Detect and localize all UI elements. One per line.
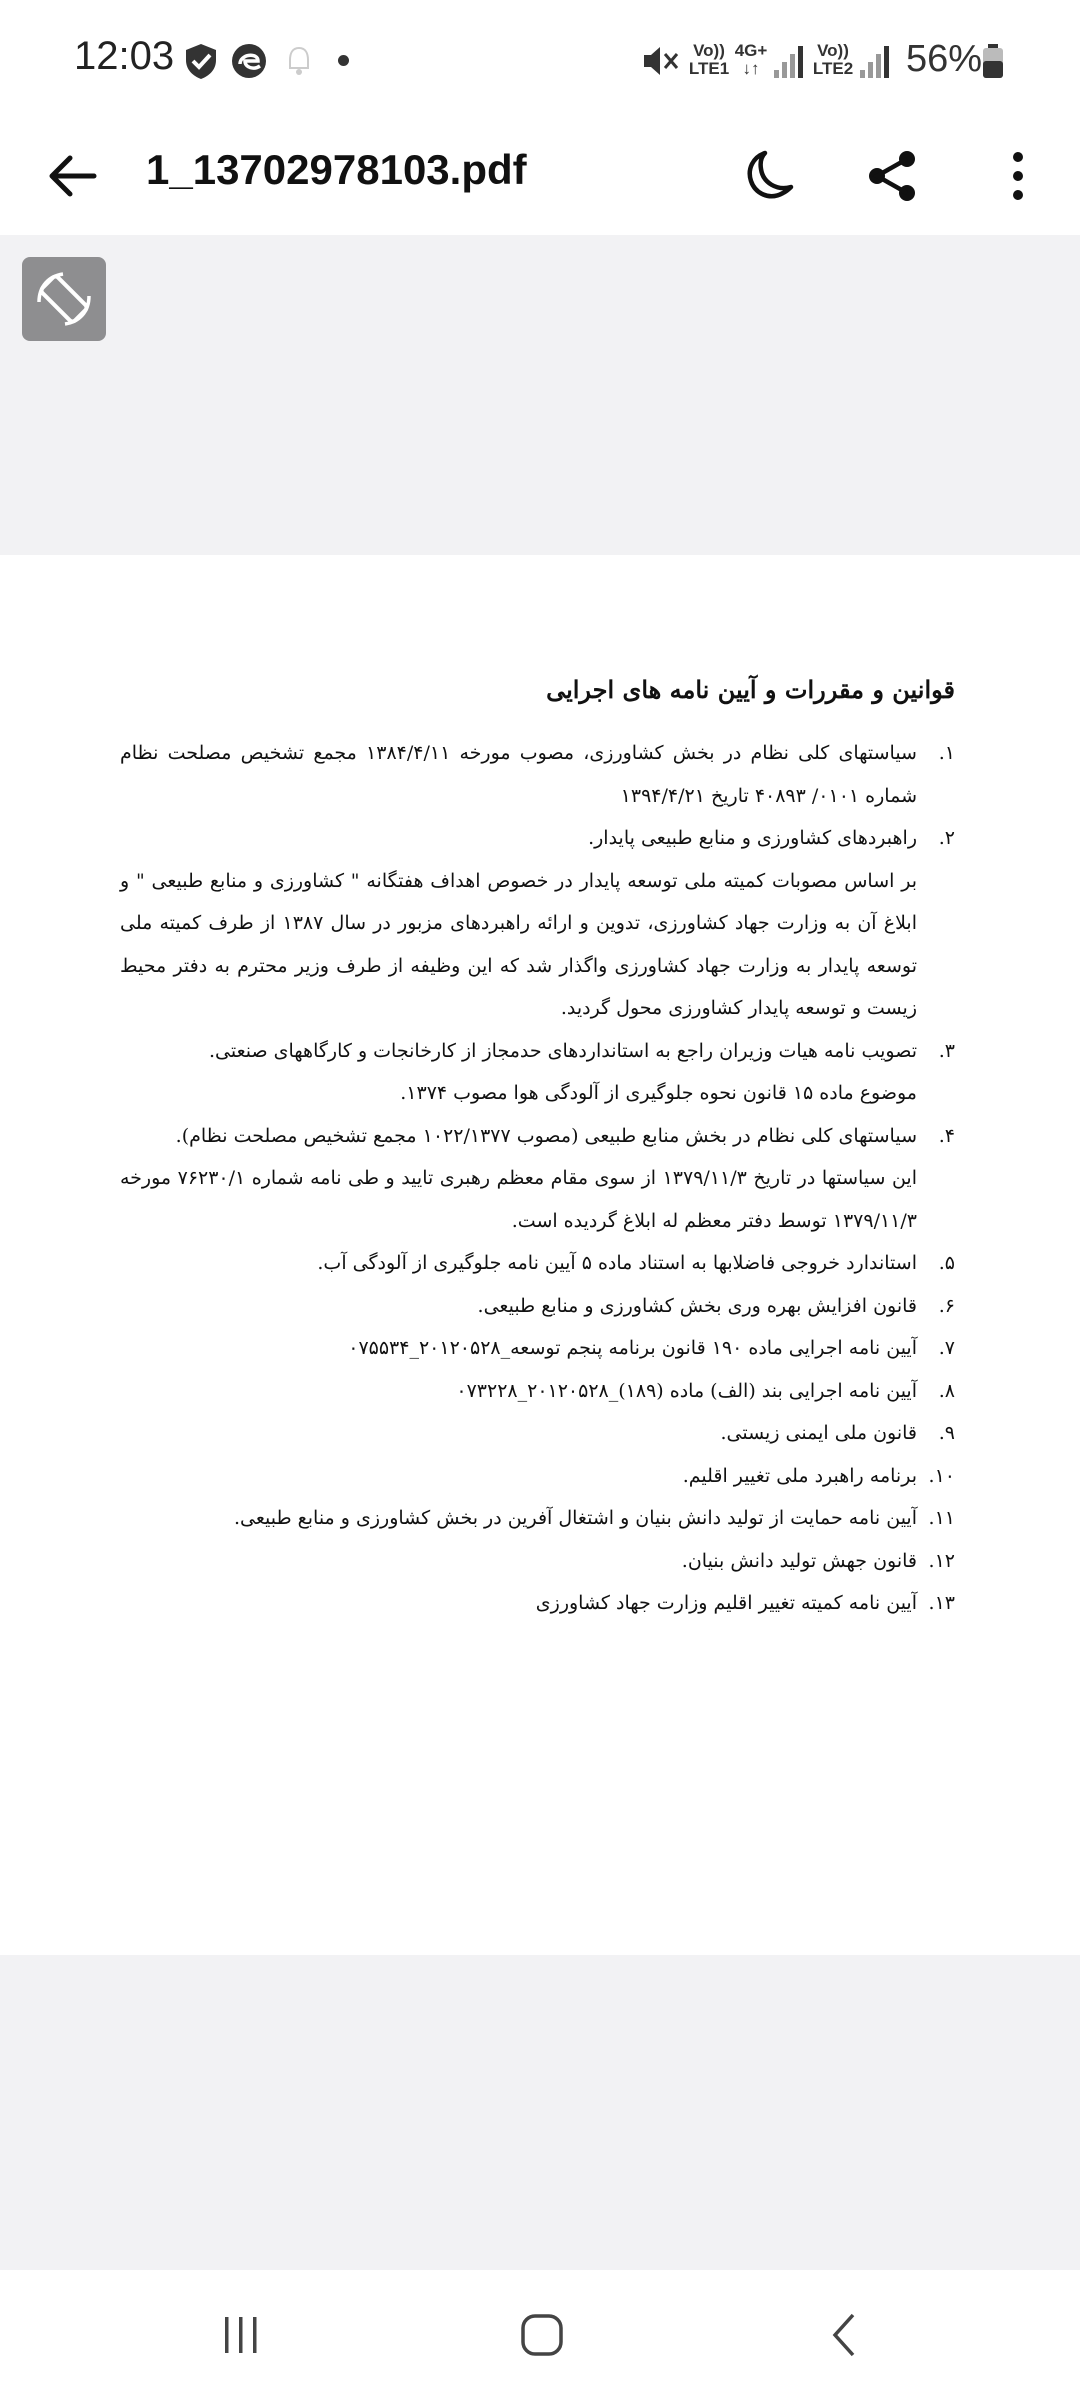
list-item-number	[917, 860, 955, 1030]
list-item-number: ۱۲.	[928, 1549, 955, 1572]
status-time: 12:03	[74, 34, 175, 78]
list-item-number: ۸.	[938, 1379, 955, 1402]
notification-icon	[280, 42, 318, 80]
list-item-text: استاندارد خروجی فاضلابها به استناد ماده ۵ آیین نامه جلوگیری از آلودگی آب.	[317, 1252, 917, 1274]
list-item-text: قانون جهش تولید دانش بنیان.	[681, 1549, 917, 1572]
list-item-number: ۶.	[938, 1294, 955, 1317]
list-item-text: این سیاستها در تاریخ ۱۳۷۹/۱۱/۳ از سوی مقام معظم رهبری تایید و طی نامه شماره ۷۶۲۳۰/۱ مورخه ۱۳۷۹/۱۱/۳ توسط دفتر معظم له ابلاغ گردیده است.	[120, 1167, 917, 1232]
document-list-item	[120, 1455, 955, 1498]
list-item-text: آیین نامه اجرایی ماده ۱۹۰ قانون برنامه پنجم توسعه_۲۰۱۲۰۵۲۸_۰۷۵۵۳۴	[348, 1337, 917, 1359]
document-list-item	[120, 1115, 955, 1158]
document-list-item	[120, 1327, 955, 1370]
back-icon	[823, 2311, 867, 2359]
share-button[interactable]	[846, 130, 938, 222]
document-list-item	[120, 1030, 955, 1073]
screen-rotate-icon	[33, 268, 95, 330]
list-item-text: قانون افزایش بهره وری بخش کشاورزی و منابع طبیعی.	[477, 1294, 917, 1317]
document-list-item	[120, 1582, 955, 1625]
mute-icon	[640, 42, 680, 80]
back-button[interactable]	[26, 130, 118, 222]
status-bar	[0, 0, 1080, 120]
list-item-text: تصویب نامه هیات وزیران راجع به استانداردهای حدمجاز از کارخانجات و کارگاههای صنعتی.	[208, 1039, 917, 1062]
recent-apps-button[interactable]	[186, 2290, 296, 2380]
app-bar	[0, 120, 1080, 235]
rotate-screen-button[interactable]	[22, 257, 106, 341]
edge-browser-icon	[230, 42, 268, 80]
list-item-number: ۲.	[938, 827, 955, 849]
document-list-item	[120, 732, 955, 817]
document-content	[120, 670, 955, 1625]
recent-apps-icon	[219, 2313, 263, 2357]
document-list-item	[120, 1285, 955, 1328]
share-icon	[863, 147, 921, 205]
list-item-number: ۴.	[938, 1124, 955, 1147]
more-notifications-dot	[338, 55, 349, 66]
home-icon	[518, 2311, 566, 2359]
home-button[interactable]	[487, 2290, 597, 2380]
list-item-text: قانون ملی ایمنی زیستی.	[720, 1422, 917, 1444]
night-mode-button[interactable]	[720, 130, 812, 222]
document-list-item	[120, 860, 955, 1030]
list-item-number: ۱۳.	[928, 1592, 955, 1614]
list-item-text: آیین نامه کمیته تغییر اقلیم وزارت جهاد کشاورزی	[535, 1592, 917, 1614]
list-item-text: راهبردهای کشاورزی و منابع طبیعی پایدار.	[588, 827, 917, 849]
signal-icon	[858, 42, 892, 80]
document-list-item	[120, 1412, 955, 1455]
list-item-number: ۱۱.	[928, 1507, 955, 1529]
document-list	[120, 732, 955, 1625]
document-list-item	[120, 817, 955, 860]
list-item-text: موضوع ماده ۱۵ قانون نحوه جلوگیری از آلودگی هوا مصوب ۱۳۷۴.	[400, 1082, 917, 1104]
list-item-number	[917, 1072, 955, 1115]
list-item-number: ۱.	[938, 742, 955, 764]
document-title: 1_13702978103.pdf	[146, 146, 527, 193]
document-list-item	[120, 1157, 955, 1242]
list-item-text: بر اساس مصوبات کمیته ملی توسعه پایدار در خصوص اهداف هفتگانه " کشاورزی و منابع طبیعی " و ابلاغ آن به وزارت جهاد کشاورزی، تدوین و ارائه راهبردهای مزبور در سال ۱۳۸۷ از طرف کمیته ملی توسعه پایدار به وزارت جهاد کشاورزی واگذار شد که این وظیفه از طرف وزیر محترم به دفتر محیط زیست و توسعه پایدار کشاورزی محول گردید.	[120, 869, 917, 1019]
list-item-number: ۱۰.	[928, 1464, 955, 1487]
list-item-text: سیاستهای کلی نظام در بخش کشاورزی، مصوب مورخه ۱۳۸۴/۴/۱۱ مجمع تشخیص مصلحت نظام شماره ۰۱۰۱/ ۴۰۸۹۳ تاریخ ۱۳۹۴/۴/۲۱	[120, 742, 917, 807]
network-type-indicator: 4G+ ↓↑	[734, 41, 768, 78]
list-item-text: آیین نامه حمایت از تولید دانش بنیان و اشتغال آفرین در بخش کشاورزی و منابع طبیعی.	[233, 1507, 917, 1529]
pdf-viewer[interactable]	[0, 235, 1080, 2270]
list-item-text: سیاستهای کلی نظام در بخش منابع طبیعی (مصوب ۱۰۲۲/۱۳۷۷ مجمع تشخیص مصلحت نظام).	[175, 1124, 917, 1147]
list-item-number: ۷.	[938, 1337, 955, 1359]
more-options-button[interactable]	[972, 130, 1064, 222]
sim1-indicator: Vo)) LTE1	[688, 41, 730, 78]
more-options-icon	[1008, 147, 1028, 205]
battery-percentage: 56%	[906, 38, 983, 80]
back-arrow-icon	[44, 148, 100, 204]
back-nav-button[interactable]	[790, 2290, 900, 2380]
list-item-number: ۵.	[938, 1252, 955, 1274]
document-heading: قوانین و مقررات و آیین نامه های اجرایی	[546, 675, 955, 704]
list-item-number: ۹.	[938, 1422, 955, 1444]
list-item-text: برنامه راهبرد ملی تغییر اقلیم.	[682, 1464, 917, 1487]
list-item-number	[917, 1157, 955, 1242]
night-mode-icon	[737, 147, 795, 205]
list-item-number: ۳.	[938, 1039, 955, 1062]
document-list-item	[120, 1497, 955, 1540]
shield-check-icon	[182, 42, 220, 80]
document-list-item	[120, 1540, 955, 1583]
pdf-page	[0, 555, 1080, 1955]
list-item-text: آیین نامه اجرایی بند (الف) ماده (۱۸۹)_۲۰۱۲۰۵۲۸_۰۷۳۲۲۸	[456, 1379, 917, 1402]
sim2-indicator: Vo)) LTE2	[812, 41, 854, 78]
document-list-item	[120, 1072, 955, 1115]
battery-icon	[980, 42, 1006, 80]
document-list-item	[120, 1370, 955, 1413]
document-list-item	[120, 1242, 955, 1285]
navigation-bar	[0, 2270, 1080, 2400]
signal-icon	[772, 42, 806, 80]
